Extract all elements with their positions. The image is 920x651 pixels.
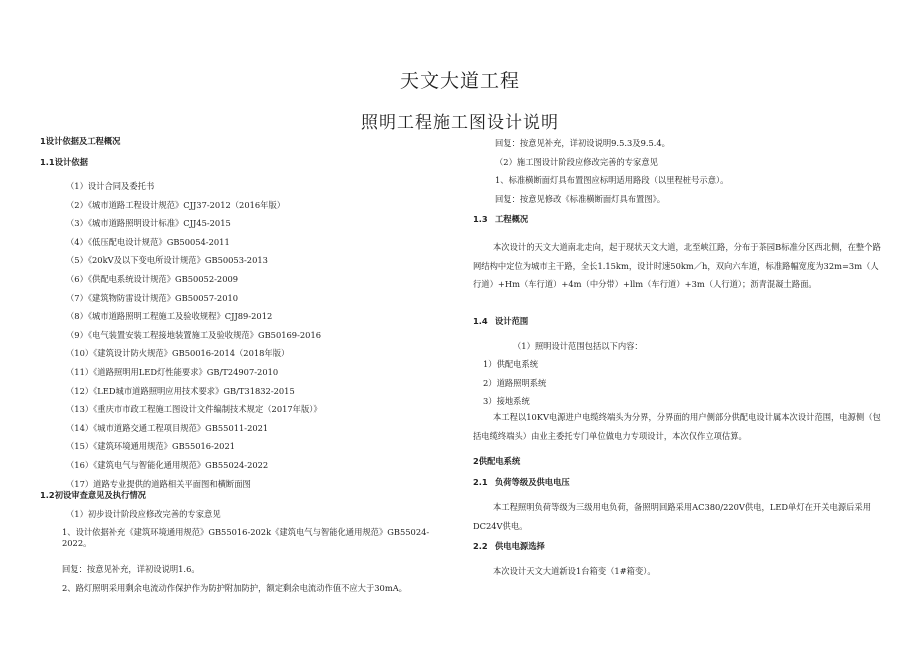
basis-item: （14）《城市道路交通工程项目规范》GB55011-2021 <box>66 422 269 433</box>
basis-item: （13）《重庆市市政工程施工图设计文件编制技术规定（2017年版）》 <box>66 404 322 415</box>
basis-item: （12）《LED城市道路照明应用技术要求》GB/T31832-2015 <box>66 385 295 396</box>
section-title: 负荷等级及供电电压 <box>495 477 570 487</box>
section-heading-2: 2供配电系统 <box>473 456 521 466</box>
basis-item: （9）《电气装置安装工程接地装置施工及验收规范》GB50169-2016 <box>66 329 321 340</box>
section-title: 供电电源选择 <box>495 541 545 551</box>
load-paragraph: 本工程照明负荷等级为三级用电负荷，备照明回路采用AC380/220V供电，LED单灯在开关电源后采用DC24V供电。 <box>473 502 872 531</box>
section-heading-1: 1设计依据及工程概况 <box>40 136 121 146</box>
overview-paragraph: 本次设计的天文大道南北走向，起于现状天文大道，北至峡江路，分布于茶园B标准分区西北侧，在整个路网结构中定位为城市主干路，全长1.15km，设计时速50km／h，双向六车道，标准路幅宽度为32m=3m（人行道）+Hm（车行道）+4m（中分带）+llm（车行道）+3m（人行道）；沥青混凝土路面。 <box>473 242 881 289</box>
section-number: 1.3 <box>473 214 488 224</box>
basis-item: （7）《建筑物防雷设计规范》GB50057-2010 <box>66 292 239 303</box>
basis-item: （8）《城市道路照明工程施工及验收规程》CJJ89-2012 <box>66 311 273 322</box>
section-heading-1-1: 1.1设计依据 <box>40 157 88 167</box>
section-title: 工程概况 <box>495 214 529 224</box>
review-item: 2、路灯照明采用剩余电流动作保护作为防护附加防护，额定剩余电流动作值不应大于30mA。 <box>62 583 407 593</box>
section-heading-2-1 <box>473 477 570 488</box>
basis-item: （4）《低压配电设计规范》GB50054-2011 <box>66 236 230 247</box>
scope-item: 2）道路照明系统 <box>483 378 547 388</box>
review-reply: 回复：按意见补充，详初设说明9.5.3及9.5.4。 <box>495 138 670 148</box>
basis-item: （5）《20kV及以下变电所设计规范》GB50053-2013 <box>66 255 268 266</box>
section-number: 2.1 <box>473 477 488 487</box>
scope-intro: （1）照明设计范围包括以下内容： <box>513 341 643 351</box>
basis-item: （1）设计合同及委托书 <box>66 181 155 191</box>
basis-item: （2）《城市道路工程设计规范》CJJ37-2012（2016年版） <box>66 199 286 210</box>
review-subheading: （1）初步设计阶段应修改完善的专家意见 <box>66 509 221 519</box>
basis-item: （16）《建筑电气与智能化通用规范》GB55024-2022 <box>66 460 269 470</box>
review-item: 1、设计依据补充《建筑环境通用规范》GB55016-202k《建筑电气与智能化通用规范》GB55024-2022。 <box>62 527 430 548</box>
section-number: 1.4 <box>473 316 488 326</box>
section-title: 设计范围 <box>495 316 529 326</box>
document-subtitle: 照明工程施工图设计说明 <box>361 113 559 133</box>
section-heading-1-2: 1.2初设审查意见及执行情况 <box>40 490 146 500</box>
section-heading-2-2 <box>473 541 545 552</box>
review-reply: 回复：按意见补充，详初设说明1.6。 <box>62 564 200 574</box>
basis-item: （10）《建筑设计防火规范》GB50016-2014（2018年版） <box>66 348 290 359</box>
review-subheading: （2）施工图设计阶段应修改完善的专家意见 <box>495 157 658 167</box>
scope-item: 1）供配电系统 <box>483 359 539 369</box>
review-item: 1、标准横断面灯具布置图应标明适用路段（以里程桩号示意）。 <box>495 175 729 185</box>
scope-paragraph: 本工程以10KV电源进户电缆终端头为分界，分界面的用户侧部分供配电设计属本次设计范围，电源侧（包括电缆终端头）由业主委托专门单位做电力专项设计，本次仅作立项估算。 <box>473 412 881 441</box>
document-title: 天文大道工程 <box>399 70 520 92</box>
section-heading-1-3 <box>473 214 528 225</box>
review-reply: 回复：按意见修改《标准横断面灯具布置图》。 <box>495 194 666 204</box>
basis-item: （15）《建筑环境通用规范》GB55016-2021 <box>66 441 236 452</box>
basis-item: （6）《供配电系统设计规范》GB50052-2009 <box>66 274 239 284</box>
section-heading-1-4 <box>473 316 528 327</box>
scope-item: 3）接地系统 <box>483 396 530 406</box>
section-number: 2.2 <box>473 541 488 551</box>
source-paragraph: 本次设计天文大道新设1台箱变（1#箱变）。 <box>493 566 656 576</box>
basis-item: （17）道路专业提供的道路相关平面图和横断面图 <box>66 478 251 489</box>
basis-item: （3）《城市道路照明设计标准》CJJ45-2015 <box>66 218 231 229</box>
basis-item: （11）《道路照明用LED灯性能要求》GB/T24907-2010 <box>66 367 279 377</box>
